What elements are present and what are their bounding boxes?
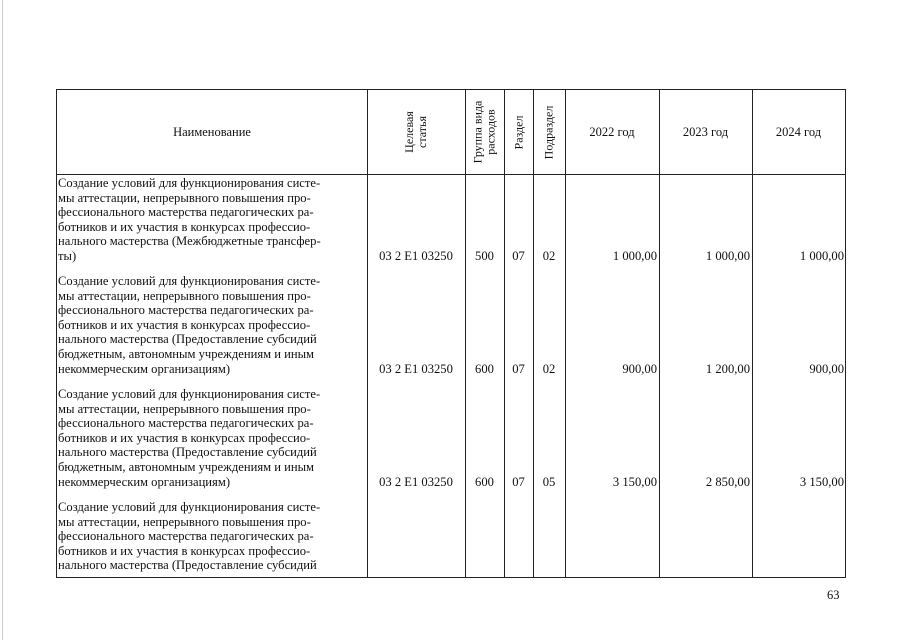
header-2023 (659, 90, 752, 175)
header-2024 (752, 90, 845, 175)
header-section (504, 90, 533, 175)
description-line: мы аттестации, непрерывного повышения про- (58, 288, 311, 303)
table-row-2-description (57, 274, 367, 376)
header-target-line1: Целевая (401, 111, 416, 153)
header-2024-label: 2024 год (775, 124, 822, 139)
row-1-target-article: 03 2 E1 03250 (379, 249, 453, 263)
row-2-value-2023: 1 200,00 (705, 362, 750, 376)
header-subsection (533, 90, 565, 175)
row-1-value-2024: 1 000,00 (799, 249, 844, 263)
header-2022 (565, 90, 659, 175)
header-2022-label: 2022 год (589, 124, 635, 139)
header-2023-label: 2023 год (682, 124, 729, 139)
page-edge-line (2, 0, 3, 640)
description-line: некоммерческим организациям) (58, 361, 231, 376)
row-3-value-2022: 3 150,00 (612, 475, 657, 489)
description-line: Создание условий для функционирования систе- (58, 387, 321, 401)
header-subsection-label: Подраздел (541, 105, 556, 159)
row-1-section: 07 (512, 249, 525, 263)
description-line: бюджетным, автономным учреждениям и иным (58, 346, 315, 361)
description-line: нального мастерства (Предоставление субсидий (58, 558, 317, 573)
row-3-subsection: 05 (542, 475, 556, 489)
row-2-value-2022: 900,00 (622, 362, 657, 376)
row-2-target-article: 03 2 E1 03250 (379, 362, 453, 376)
description-line: ботников и их участия в конкурсах профессио- (58, 317, 311, 332)
budget-table (56, 89, 846, 578)
header-name (57, 90, 367, 175)
description-line: Создание условий для функционирования систе- (58, 274, 321, 288)
description-line: ботников и их участия в конкурсах профессио- (58, 430, 311, 445)
description-line: фессионального мастерства педагогических ра- (58, 529, 314, 544)
row-3-expense-group: 600 (475, 475, 494, 489)
row-2-expense-group: 600 (475, 362, 494, 376)
description-line: нального мастерства (Предоставление субсидий (58, 445, 317, 460)
row-1-value-2023: 1 000,00 (705, 249, 750, 263)
table-row-4-description (57, 500, 367, 573)
row-1-subsection: 02 (542, 249, 556, 263)
description-line: фессионального мастерства педагогических ра- (58, 205, 314, 220)
row-1-expense-group: 500 (475, 249, 494, 263)
row-3-target-article: 03 2 E1 03250 (379, 475, 453, 489)
description-line: мы аттестации, непрерывного повышения про- (58, 401, 311, 416)
description-line: фессионального мастерства педагогических ра- (58, 303, 314, 318)
description-line: бюджетным, автономным учреждениям и иным (58, 459, 315, 474)
description-line: нального мастерства (Межбюджетные трансфер- (58, 234, 321, 249)
header-target-line2: статья (414, 116, 429, 148)
row-3-value-2023: 2 850,00 (705, 475, 750, 489)
header-target-article-label (403, 111, 429, 153)
row-1-value-2022: 1 000,00 (612, 249, 657, 263)
description-line: ботников и их участия в конкурсах профессио- (58, 543, 311, 558)
description-line: нального мастерства (Предоставление субсидий (58, 332, 317, 347)
header-expense-group-label (472, 101, 498, 164)
description-line: фессионального мастерства педагогических ра- (58, 416, 314, 431)
description-line: ботников и их участия в конкурсах профессио- (58, 219, 311, 234)
row-3-section: 07 (512, 475, 525, 489)
page-number: 63 (827, 588, 840, 602)
header-group-line2: расходов (483, 109, 498, 155)
header-expense-group (465, 90, 504, 175)
table-row-1-description (57, 176, 367, 264)
header-group-line1: Группа вида (470, 100, 485, 164)
table-row-3-description (57, 387, 367, 489)
description-line: ты) (58, 248, 77, 263)
description-line: мы аттестации, непрерывного повышения про- (58, 190, 311, 205)
header-name-label: Наименование (173, 124, 251, 139)
row-2-value-2024: 900,00 (809, 362, 844, 376)
header-section-label: Раздел (511, 115, 526, 149)
description-line: мы аттестации, непрерывного повышения про- (58, 514, 311, 529)
description-line: Создание условий для функционирования систе- (58, 500, 321, 514)
row-2-section: 07 (512, 362, 525, 376)
description-line: Создание условий для функционирования систе- (58, 176, 321, 190)
row-3-value-2024: 3 150,00 (799, 475, 844, 489)
header-target-article (367, 90, 465, 175)
row-2-subsection: 02 (542, 362, 556, 376)
description-line: некоммерческим организациям) (58, 474, 231, 489)
